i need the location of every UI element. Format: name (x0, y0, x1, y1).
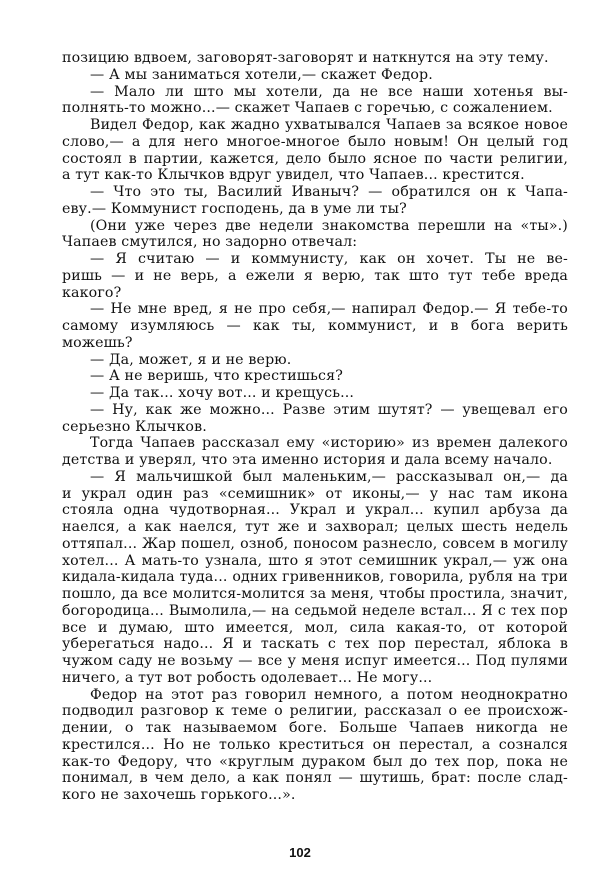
text-line: еву.— Коммунист господень, да в уме ли ты? (62, 200, 407, 217)
text-line: — Да так... хочу вот... и крещусь... (90, 385, 355, 401)
text-line: подводил разговор к теме о религии, рассказал о ее происхож- (62, 703, 568, 720)
book-page-text (62, 50, 568, 804)
text-line: какого? (62, 284, 122, 301)
paragraph (62, 251, 568, 301)
text-line: — Ну, как же можно... Разве этим шутят? — увещевал его (90, 401, 568, 418)
text-line: оттяпал... Жар пошел, озноб, поносом разнесло, совсем в могилу (62, 535, 568, 552)
paragraph (62, 352, 568, 369)
paragraph (62, 218, 568, 252)
text-line: Федор на этот раз говорил немного, а потом неоднократно (90, 686, 568, 703)
text-line: — Я считаю — и коммунисту, как он хочет. Ты не ве- (90, 251, 568, 267)
text-line: как-то Федору, что «круглым дураком был до тех пор, пока не (62, 753, 568, 770)
paragraph (62, 469, 568, 687)
text-line: детства и уверял, что эта именно история и дала всему начало. (62, 452, 553, 468)
paragraph (62, 50, 568, 67)
text-line: все и думаю, што имеется, мол, сила какая-то, от которой (62, 619, 568, 636)
text-line: богородица... Вымолила,— на седьмой неделе встал... Я с тех пор (62, 602, 568, 619)
text-line: серьезно Клычков. (62, 418, 207, 435)
text-line: и украл один раз «семишник» от иконы,— у нас там икона (62, 485, 568, 502)
text-line: — А не веришь, что крестишься? (90, 368, 343, 385)
text-line: дении, о так называемом боге. Больше Чапаев никогда не (62, 720, 568, 736)
text-line: понимал, в чем дело, а как понял — шутишь, брат: после слад- (62, 770, 568, 787)
text-line: кого не захочешь горького...». (62, 787, 296, 803)
paragraph (62, 184, 568, 218)
text-line: (Они уже через две недели знакомства перешли на «ты».) (90, 217, 568, 234)
text-line: уберегаться надо... Я и таскать с тех пор перестал, яблока в (62, 636, 568, 653)
text-line: наелся, а как наелся, тут же и захворал; целых шесть недель (62, 519, 568, 535)
text-line: — Я мальчишкой был маленьким,— рассказывал он,— да (90, 468, 568, 485)
text-line: самому изумляюсь — как ты, коммунист, и в бога верить (62, 318, 568, 334)
text-line: чужом саду не возьму — все у меня испуг имеется... Под пулями (62, 653, 568, 669)
paragraph (62, 368, 568, 385)
text-line: состоял в партии, кажется, дело было ясное по части религии, (62, 150, 568, 167)
paragraph (62, 67, 568, 84)
text-line: стояла одна чудотворная... Украл и украл... купил арбуза да (62, 502, 568, 519)
paragraph (62, 435, 568, 469)
text-line: — Что это ты, Василий Иваныч? — обратился он к Чапа- (90, 184, 568, 200)
text-line: пошло, да все молится-молится за меня, чтобы простила, значит, (62, 586, 568, 602)
text-line: позицию вдвоем, заговорят-заговорят и наткнутся на эту тему. (62, 50, 549, 66)
text-line: а тут как-то Клычков вдруг увидел, что Чапаев... крестится. (62, 167, 525, 184)
text-line: — А мы заниматься хотели,— скажет Федор. (90, 66, 433, 83)
text-line: Тогда Чапаев рассказал ему «историю» из времен далекого (90, 435, 568, 452)
text-line: хотел... А мать-то узнала, што я этот семишник украл,— уж она (62, 552, 568, 569)
paragraph (62, 687, 568, 804)
paragraph (62, 117, 568, 184)
text-line: слово,— а для него многое-многое было новым! Он целый год (62, 133, 568, 150)
page-number: 102 (289, 845, 311, 860)
text-line: крестился... Но не только креститься он перестал, а сознался (62, 736, 568, 753)
paragraph (62, 402, 568, 436)
text-line: — Да, может, я и не верю. (90, 351, 292, 368)
text-line: — Не мне вред, я не про себя,— напирал Федор.— Я тебе-то (90, 301, 568, 318)
text-line: Чапаев смутился, но задорно отвечал: (62, 234, 358, 251)
text-line: можешь? (62, 334, 133, 351)
text-line: ничего, а тут вот робость одолевает... Не могу... (62, 669, 433, 686)
paragraph (62, 385, 568, 402)
text-line: ришь — и не верь, а ежели я верю, так што тут тебе вреда (62, 267, 568, 284)
text-line: кидала-кидала туда... одних гривенников, говорила, рубля на три (62, 569, 568, 586)
paragraph (62, 301, 568, 351)
paragraph (62, 84, 568, 118)
text-line: Видел Федор, как жадно ухватывался Чапаев за всякое новое (90, 117, 568, 133)
text-line: полнять-то можно...— скажет Чапаев с горечью, с сожалением. (62, 100, 553, 117)
text-line: — Мало ли што мы хотели, да не все наши хотенья вы- (90, 83, 568, 100)
